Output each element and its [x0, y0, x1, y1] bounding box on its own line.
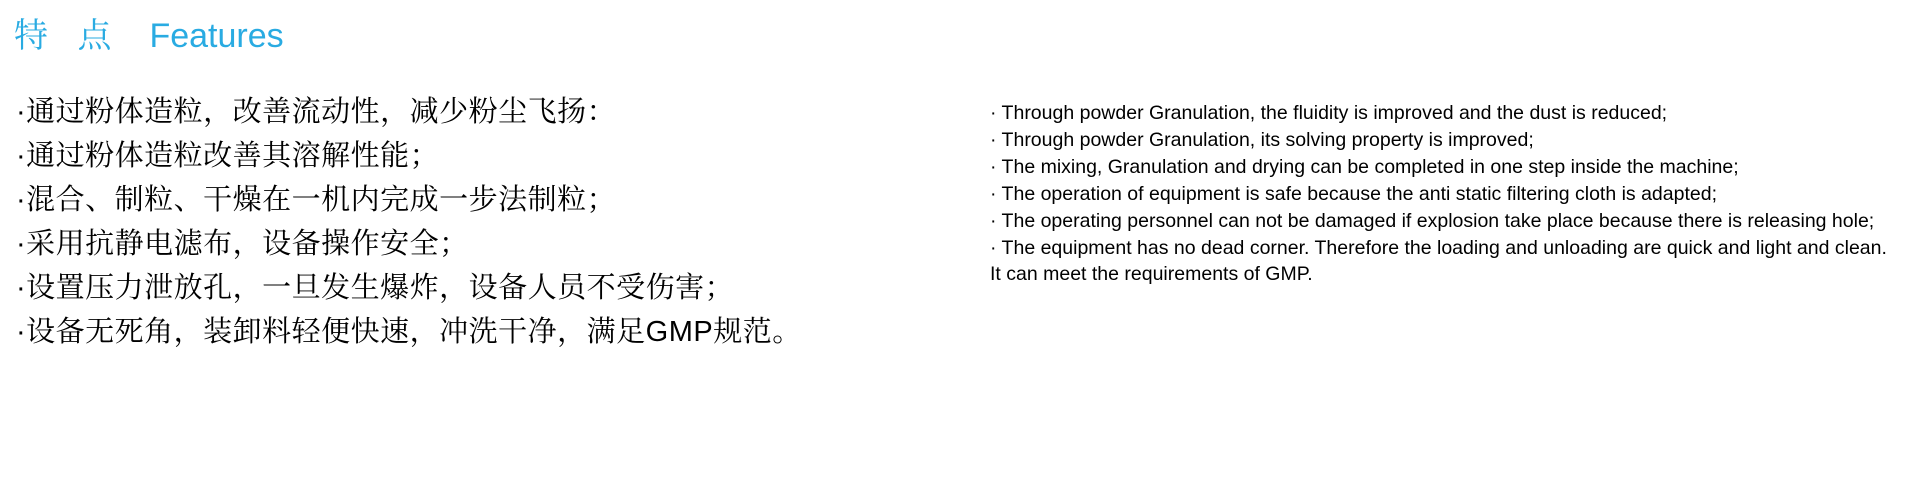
- page-title: [14, 8, 284, 57]
- page-title-english: Features: [149, 17, 284, 55]
- list-item: ·采用抗静电滤布，设备操作安全；: [16, 228, 469, 260]
- list-item: ·设置压力泄放孔，一旦发生爆炸，设备人员不受伤害；: [16, 272, 735, 304]
- page-title-chinese: 特 点: [14, 17, 122, 55]
- features-english-column: [960, 90, 1920, 288]
- list-item: · Through powder Granulation, its solving property is improved;: [990, 129, 1534, 151]
- features-chinese-column: [0, 90, 960, 354]
- list-item: · The operating personnel can not be damaged if explosion take place because there is releasing hole;: [990, 210, 1875, 232]
- list-item: ·混合、制粒、干燥在一机内完成一步法制粒；: [16, 184, 617, 216]
- features-columns: [0, 90, 1920, 354]
- list-item: · Through powder Granulation, the fluidity is improved and the dust is reduced;: [990, 102, 1668, 124]
- list-item: ·设备无死角，装卸料轻便快速，冲洗干净，满足GMP规范。: [16, 316, 802, 348]
- list-item: · The equipment has no dead corner. Therefore the loading and unloading are quick and light and clean. It can meet the requirements of GMP.: [990, 237, 1887, 285]
- list-item: · The mixing, Granulation and drying can be completed in one step inside the machine;: [990, 156, 1739, 178]
- list-item: ·通过粉体造粒改善其溶解性能；: [16, 140, 440, 172]
- list-item: · The operation of equipment is safe because the anti static filtering cloth is adapted;: [990, 183, 1717, 205]
- list-item: ·通过粉体造粒，改善流动性，减少粉尘飞扬：: [16, 96, 617, 128]
